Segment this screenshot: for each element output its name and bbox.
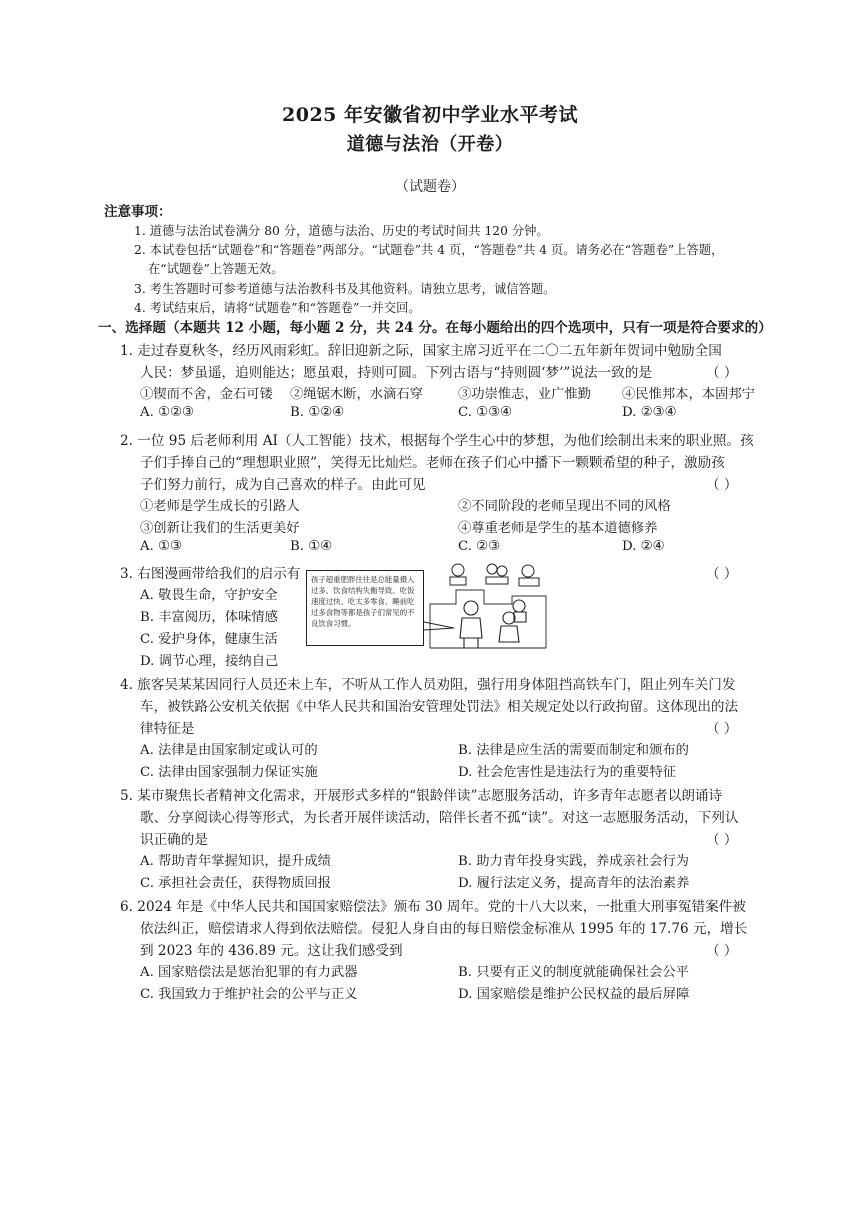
q1-option-a: A. ①②③ bbox=[140, 405, 194, 420]
q1-statement: ②绳锯木断，水滴石穿 bbox=[290, 387, 423, 402]
q2-option-a: A. ①③ bbox=[140, 539, 182, 554]
note-item: 2. 本试卷包括“试题卷”和“答题卷”两部分。“试题卷”共 4 页，“答题卷”共 4 页。请务必在“答题卷”上答题， bbox=[134, 243, 724, 257]
note-item: 4. 考试结束后，请将“试题卷”和“答题卷”一并交回。 bbox=[134, 301, 421, 315]
exam-subtitle: 道德与法治（开卷） bbox=[346, 134, 514, 155]
section-heading: 一、选择题（本题共 12 小题，每小题 2 分，共 24 分。在每小题给出的四个选项中，只有一项是符合要求的） bbox=[98, 320, 772, 336]
q3-option-d: D. 调节心理，接纳自己 bbox=[140, 654, 279, 669]
q5-option-d: D. 履行法定义务，提高青年的法治素养 bbox=[458, 876, 690, 891]
q4-option-a: A. 法律是由国家制定或认可的 bbox=[140, 743, 318, 758]
q6-option-c: C. 我国致力于维护社会的公平与正义 bbox=[140, 987, 358, 1002]
q2-statement: ③创新让我们的生活更美好 bbox=[140, 521, 300, 536]
answer-paren: （ ） bbox=[706, 943, 738, 959]
answer-paren: （ ） bbox=[706, 721, 738, 737]
note-item: 1. 道德与法治试卷满分 80 分，道德与法治、历史的考试时间共 120 分钟。 bbox=[134, 224, 549, 238]
answer-paren: （ ） bbox=[706, 832, 738, 848]
q3-option-c: C. 爱护身体，健康生活 bbox=[140, 632, 278, 647]
question-6-line: 6. 2024 年是《中华人民共和国国家赔偿法》颁布 30 周年。党的十八大以来，一批重大刑事冤错案件被 bbox=[120, 899, 746, 915]
q6-option-b: B. 只要有正义的制度就能确保社会公平 bbox=[458, 965, 689, 980]
q4-option-c: C. 法律由国家强制力保证实施 bbox=[140, 765, 318, 780]
q2-statement: ①老师是学生成长的引路人 bbox=[140, 499, 300, 514]
note-item: 在“试题卷”上答题无效。 bbox=[148, 262, 284, 276]
q3-option-a: A. 敬畏生命，守护安全 bbox=[140, 588, 278, 603]
q2-option-d: D. ②④ bbox=[622, 539, 665, 554]
notes-heading: 注意事项： bbox=[104, 204, 172, 220]
question-2-line: 子们努力前行，成为自己喜欢的样子。由此可见 bbox=[140, 477, 426, 493]
q1-statement: ③功崇惟志，业广惟勤 bbox=[458, 387, 591, 402]
q4-option-d: D. 社会危害性是违法行为的重要特征 bbox=[458, 765, 677, 780]
q3-option-b: B. 丰富阅历，体味情感 bbox=[140, 610, 278, 625]
answer-paren: （ ） bbox=[706, 365, 738, 381]
question-5-line: 识正确的是 bbox=[140, 832, 208, 848]
q5-option-b: B. 助力青年投身实践，养成亲社会行为 bbox=[458, 854, 689, 869]
q2-statement: ④尊重老师是学生的基本道德修养 bbox=[458, 521, 658, 536]
question-1-line: 人民：梦虽遥，追则能达；愿虽艰，持则可圆。下列古语与“持则圆‘梦’”说法一致的是 bbox=[140, 365, 652, 381]
question-3-stem: 3. 右图漫画带给我们的启示有 bbox=[120, 566, 301, 582]
question-5-line: 歌、分享阅读心得等形式，为长者开展伴读活动，陪伴长者不孤“读”。对这一志愿服务活动，下列认 bbox=[140, 810, 739, 826]
note-item: 3. 考生答题时可参考道德与法治教科书及其他资料。请独立思考，诚信答题。 bbox=[134, 282, 556, 296]
q2-statement: ②不同阶段的老师呈现出不同的风格 bbox=[458, 499, 671, 514]
cartoon-illustration bbox=[306, 560, 552, 650]
question-6-line: 到 2023 年的 436.89 元。这让我们感受到 bbox=[140, 943, 403, 959]
question-4-line: 4. 旅客吴某某因同行人员还未上车，不听从工作人员劝阻，强行用身体阻挡高铁车门，阻止列车关门发 bbox=[120, 677, 736, 693]
q5-option-c: C. 承担社会责任，获得物质回报 bbox=[140, 876, 332, 891]
cartoon-caption: 孩子超重肥胖往往是总能量摄入过多、饮食结构失衡导致。吃饭速度过快、吃太多零食、睡前吃过多食物等都是孩子们常见的不良饮食习惯。 bbox=[306, 570, 424, 646]
q1-option-b: B. ①②④ bbox=[290, 405, 344, 420]
cartoon-drawing bbox=[306, 560, 552, 650]
q1-statement: ④民惟邦本，本固邦宁 bbox=[622, 387, 755, 402]
question-6-line: 依法纠正，赔偿请求人得到依法赔偿。侵犯人身自由的每日赔偿金标准从 1995 年的 17.76 元，增长 bbox=[140, 921, 748, 937]
exam-title: 2025 年安徽省初中学业水平考试 bbox=[282, 104, 578, 126]
q1-option-c: C. ①③④ bbox=[458, 405, 512, 420]
question-5-line: 5. 某市聚焦长者精神文化需求，开展形式多样的“银龄伴读”志愿服务活动，许多青年志愿者以朗诵诗 bbox=[120, 788, 723, 804]
q2-option-b: B. ①④ bbox=[290, 539, 333, 554]
q6-option-d: D. 国家赔偿是维护公民权益的最后屏障 bbox=[458, 987, 690, 1002]
q1-statement: ①锲而不舍，金石可镂 bbox=[140, 387, 273, 402]
paper-label: （试题卷） bbox=[395, 179, 465, 195]
question-2-line: 子们手捧自己的“理想职业照”，笑得无比灿烂。老师在孩子们心中播下一颗颗希望的种子，激励孩 bbox=[140, 455, 725, 471]
q6-option-a: A. 国家赔偿法是惩治犯罪的有力武器 bbox=[140, 965, 358, 980]
q2-option-c: C. ②③ bbox=[458, 539, 500, 554]
q1-option-d: D. ②③④ bbox=[622, 405, 677, 420]
q4-option-b: B. 法律是应生活的需要而制定和颁布的 bbox=[458, 743, 689, 758]
question-2-line: 2. 一位 95 后老师利用 AI（人工智能）技术，根据每个学生心中的梦想，为他们绘制出未来的职业照。孩 bbox=[120, 433, 754, 449]
q5-option-a: A. 帮助青年掌握知识，提升成绩 bbox=[140, 854, 331, 869]
answer-paren: （ ） bbox=[706, 566, 738, 582]
answer-paren: （ ） bbox=[706, 477, 738, 493]
question-4-line: 车，被铁路公安机关依据《中华人民共和国治安管理处罚法》相关规定处以行政拘留。这体现出的法 bbox=[140, 699, 739, 715]
question-4-line: 律特征是 bbox=[140, 721, 195, 737]
question-1-line: 1. 走过春夏秋冬，经历风雨彩虹。辞旧迎新之际，国家主席习近平在二〇二五年新年贺词中勉励全国 bbox=[120, 343, 722, 359]
